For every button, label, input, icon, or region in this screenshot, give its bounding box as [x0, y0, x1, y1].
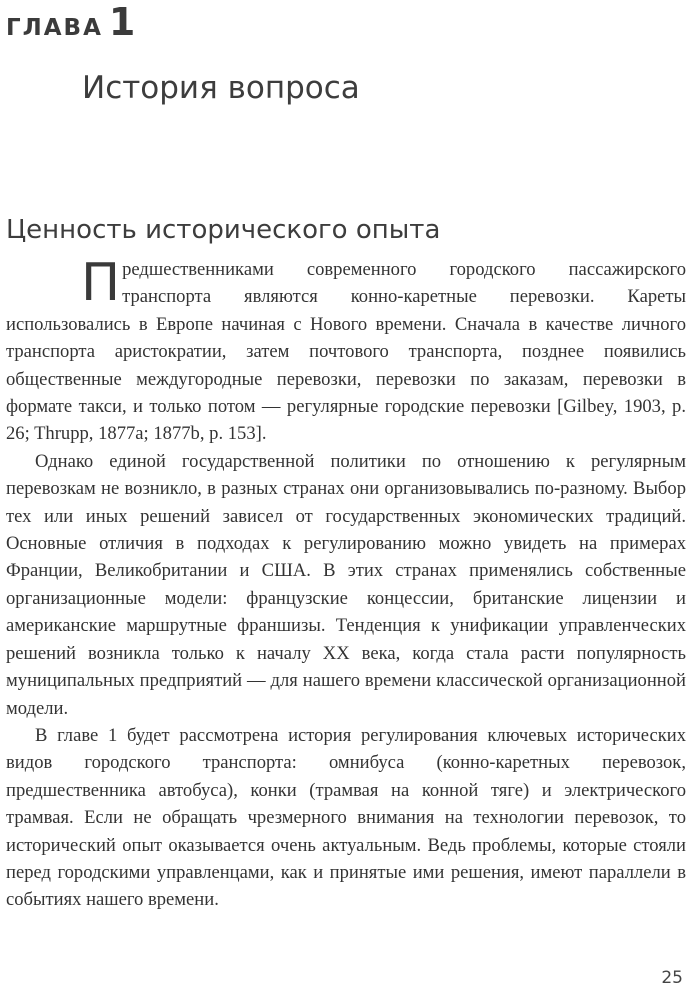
page-number: 25: [661, 968, 683, 988]
section-title: Ценность исторического опыта: [6, 215, 441, 245]
paragraph-1-text: редшественниками современного городского пассажирского транспорта являются конно-каретные перевозки. Кареты использовались в Европе начиная с Нового времени. Сначала в качестве личного транспорта аристократии, затем почтового транспорта, позднее появились общественные междугородные перевозки, перевозки по заказам, перевозки в формате такси, и только потом — регулярные городские перевозки [Gilbey, 1903, p. 26; Thrupp, 1877a; 1877b, p. 153].: [6, 259, 686, 445]
chapter-heading: [6, 0, 135, 44]
paragraph-3: В главе 1 будет рассмотрена история регулирования ключевых исторических видов городского транспорта: омнибуса (конно-каретных перевозок, предшественника автобуса), конки (трамвая на конной тяге) и электрического трамвая. Если не обращать чрезмерного внимания на технологии перевозок, то исторический опыт оказывается очень актуальным. Ведь проблемы, которые стояли перед городскими управленцами, как и принятые ими решения, имеют параллели в событиях нашего времени.: [6, 724, 686, 911]
drop-cap: П: [81, 253, 121, 313]
chapter-title: История вопроса: [82, 70, 360, 106]
paragraph-2: Однако единой государственной политики по отношению к регулярным перевозкам не возникло, в разных странах они организовывались по-разному. Выбор тех или иных решений зависел от государственных экономических традиций. Основные отличия в подходах к регулированию можно увидеть на примерах Франции, Великобритании и США. В этих странах применялись собственные организационные модели: французские концессии, британские лицензии и американские маршрутные франшизы. Тенденция к унификации управленческих решений возникла только к началу XX века, когда стала расти популярность муниципальных предприятий — для нашего времени классической организационной модели.: [6, 450, 686, 719]
body-text: [6, 253, 686, 914]
chapter-label: ГЛАВА: [6, 15, 103, 41]
chapter-number: 1: [108, 0, 136, 44]
paragraph-1: [6, 253, 686, 448]
